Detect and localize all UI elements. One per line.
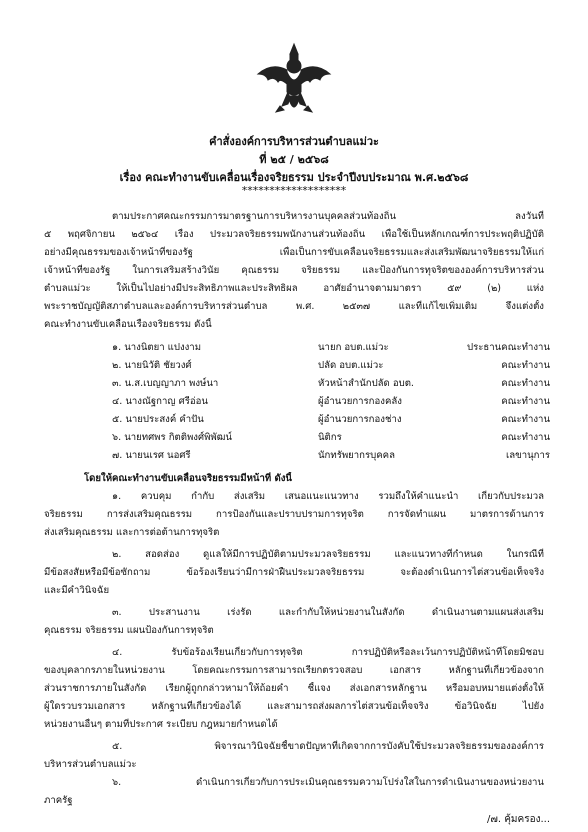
member-role: เลขานุการ <box>505 450 550 461</box>
duty-line: ๒. สอดส่อง ดูแลให้มีการปฏิบัติตามประมวลจริยธรรม และแนวทางที่กำหนด ในกรณีที่ <box>112 549 544 560</box>
duty-line: ส่วนราชการภายในสังกัด เรียกผู้ถูกกล่าวหามาให้ถ้อยคำ ชี้แจง ส่งเอกสารหลักฐาน หรือมอบหมายแต่งตั้งให้ <box>44 683 544 694</box>
separator-stars: ******************* <box>241 184 347 197</box>
member-role: คณะทำงาน <box>501 432 550 443</box>
intro-line: เจ้าหน้าที่ของรัฐ ในการเสริมสร้างวินัย คุณธรรม จริยธรรม และป้องกันการทุจริตขององค์การบริหารส่วน <box>44 265 544 276</box>
duty-line: มีข้อสงสัยหรือมีข้อซักถาม ข้อร้องเรียนว่ามีการฝ่าฝืนประมวลจริยธรรม จะต้องดำเนินการไต่สวนข้อเท็จจริง <box>44 567 544 578</box>
member-name: ๖. นายทศพร กิตติพงศ์พิพัฒน์ <box>112 432 232 443</box>
duty-line: หน่วยงานอื่นๆ ตามที่ประกาศ ระเบียบ กฎหมายกำหนดได้ <box>44 719 278 730</box>
member-role: คณะทำงาน <box>501 378 550 389</box>
duty-line: ๓. ประสานงาน เร่งรัด และกำกับให้หน่วยงานในสังกัด ดำเนินงานตามแผนส่งเสริม <box>112 607 544 618</box>
member-name: ๗. นายนเรศ นอศรี <box>112 450 191 461</box>
intro-line: ๕ พฤศจิกายน ๒๕๖๔ เรื่อง ประมวลจริยธรรมพนักงานส่วนท้องถิ่น เพื่อใช้เป็นหลักเกณฑ์การประพฤติปฏิบัติ <box>44 229 544 240</box>
garuda-emblem-icon <box>254 40 334 120</box>
member-role: คณะทำงาน <box>501 396 550 407</box>
member-name: ๒. นายนิวัติ ชัยวงศ์ <box>112 360 192 371</box>
duty-line: จริยธรรม การส่งเสริมคุณธรรม การป้องกันและปราบปรามการทุจริต การจัดทำแผน มาตรการด้านการ <box>44 509 544 520</box>
member-role: คณะทำงาน <box>501 360 550 371</box>
intro-line: พระราชบัญญัติสภาตำบลและองค์การบริหารส่วนตำบล พ.ศ. ๒๕๓๗ และที่แก้ไขเพิ่มเติม จึงแต่งตั้ง <box>44 301 544 312</box>
member-position: ปลัด อบต.แม่วะ <box>318 360 384 371</box>
duty-line: ของบุคลากรภายในหน่วยงาน โดยคณะกรรมการสามารถเรียกตรวจสอบ เอกสาร หลักฐานที่เกี่ยวข้องจาก <box>44 665 544 676</box>
member-position: หัวหน้าสำนักปลัด อบต. <box>318 378 414 389</box>
duty-line: ส่งเสริมคุณธรรม และการต่อต้านการทุจริต <box>44 527 220 538</box>
duty-line: ๕. พิจารณาวินิจฉัยชี้ขาดปัญหาที่เกิดจากการบังคับใช้ประมวลจริยธรรมขององค์การ <box>112 741 544 752</box>
member-name: ๑. นางนิตยา แปงงาม <box>112 342 202 353</box>
member-name: ๓. น.ส.เบญญาภา พงษ์นา <box>112 378 219 389</box>
continuation-note: /๗. คุ้มครอง... <box>486 814 550 825</box>
duties-heading: โดยให้คณะทำงานขับเคลื่อนจริยธรรมมีหน้าที่ ดังนี้ <box>84 473 292 484</box>
member-position: นายก อบต.แม่วะ <box>318 342 389 353</box>
member-name: ๕. นายประสงค์ คำปัน <box>112 414 204 425</box>
duty-line: ภาครัฐ <box>44 795 73 806</box>
intro-line: ตามประกาศคณะกรรมการมาตรฐานการบริหารงานบุคคลส่วนท้องถิ่น ลงวันที่ <box>112 211 544 222</box>
member-position: นิติกร <box>318 432 342 443</box>
duty-line: ๔. รับข้อร้องเรียนเกี่ยวกับการทุจริต การปฏิบัติหรือละเว้นการปฏิบัติหน้าที่โดยมิชอบ <box>112 647 544 658</box>
duty-line: คุณธรรม จริยธรรม แผนป้องกันการทุจริต <box>44 625 214 636</box>
member-position: นักทรัพยากรบุคคล <box>318 450 395 461</box>
member-role: คณะทำงาน <box>501 414 550 425</box>
duty-line: และมีคำวินิจฉัย <box>44 585 110 596</box>
duty-line: ผู้ใดรวบรวมเอกสาร หลักฐานที่เกี่ยวข้องได้ และสามารถส่งผลการไต่สวนข้อเท็จจริง ข้อวินิจฉัย ไปยัง <box>44 701 544 712</box>
duty-line: ๖. ดำเนินการเกี่ยวกับการประเมินคุณธรรมความโปร่งใสในการดำเนินงานของหน่วยงาน <box>112 777 544 788</box>
intro-line: ตำบลแม่วะ ให้เป็นไปอย่างมีประสิทธิภาพและประสิทธิผล อาศัยอำนาจตามมาตรา ๕๙ (๒) แห่ง <box>44 283 544 294</box>
intro-line: อย่างมีคุณธรรมของเจ้าหน้าที่ของรัฐ เพื่อเป็นการขับเคลื่อนจริยธรรมและส่งเสริมพัฒนาจริยธรรมให้แก่ <box>44 247 544 258</box>
member-position: ผู้อำนวยการกองช่าง <box>318 414 402 425</box>
order-subject: เรื่อง คณะทำงานขับเคลื่อนเรื่องจริยธรรม ประจำปีงบประมาณ พ.ศ.๒๕๖๘ <box>119 171 469 184</box>
duty-line: บริหารส่วนตำบลแม่วะ <box>44 759 137 770</box>
member-role: ประธานคณะทำงาน <box>466 342 550 353</box>
order-number: ที่ ๒๕ / ๒๕๖๘ <box>259 153 329 166</box>
order-title: คำสั่งองค์การบริหารส่วนตำบลแม่วะ <box>209 135 379 148</box>
member-position: ผู้อำนวยการกองคลัง <box>318 396 402 407</box>
member-name: ๔. นางณัฐกาญ ศรีอ่อน <box>112 396 208 407</box>
intro-line: คณะทำงานขับเคลื่อนเรื่องจริยธรรม ดังนี้ <box>44 319 212 330</box>
duty-line: ๑. ควบคุม กำกับ ส่งเสริม เสนอแนะแนวทาง รวมถึงให้คำแนะนำ เกี่ยวกับประมวล <box>112 491 544 502</box>
